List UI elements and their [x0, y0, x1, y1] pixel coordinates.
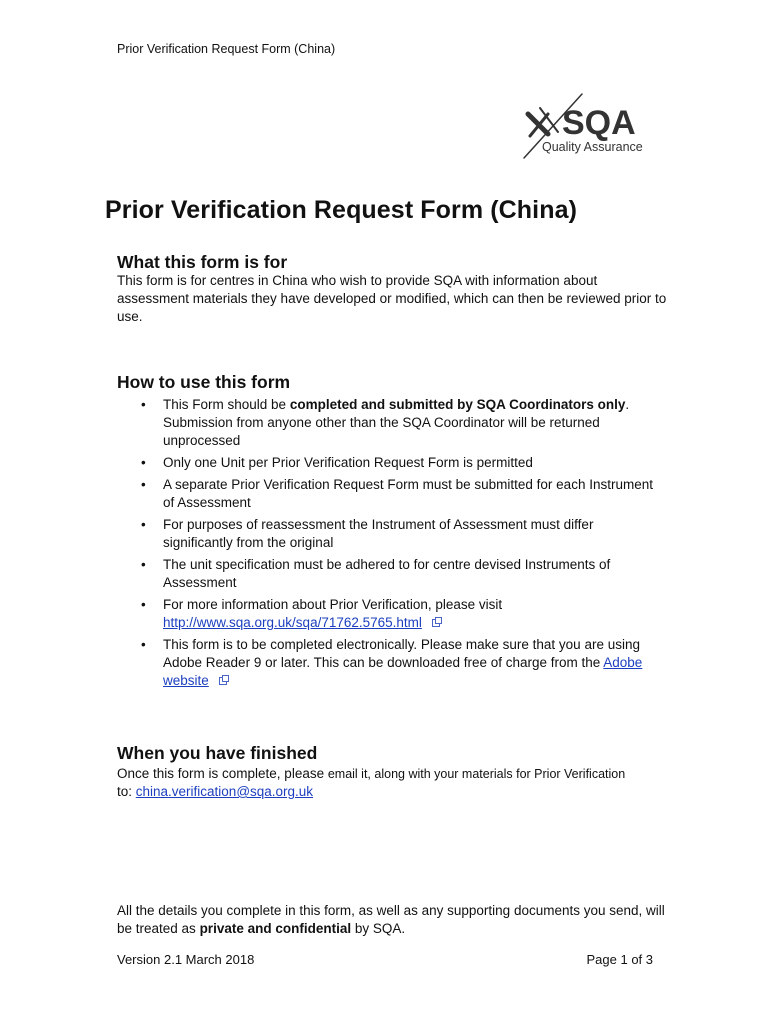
privacy-emphasis: private and confidential [199, 921, 352, 936]
bullet-text: A separate Prior Verification Request Form must be submitted for each Instrument of Assessment [163, 477, 653, 510]
bullet-icon: • [141, 397, 146, 412]
bullet-text: For more information about Prior Verification, please visit [163, 597, 503, 612]
bullet-icon: • [141, 455, 146, 470]
bullet-icon: • [141, 557, 146, 572]
finished-text-part: to: [117, 784, 136, 799]
privacy-text-part: by SQA. [351, 921, 406, 936]
sqa-logo [518, 88, 658, 166]
prior-verification-link[interactable]: http://www.sqa.org.uk/sqa/71762.5765.html [163, 615, 422, 630]
privacy-text-part: All the details you complete in this form, as well as any supporting documents you send, will be treated as [117, 903, 665, 936]
bullet-icon: • [141, 637, 146, 652]
bullet-text: For purposes of reassessment the Instrument of Assessment must differ significantly from the original [163, 517, 594, 550]
external-link-icon [219, 675, 229, 684]
finished-heading: When you have finished [117, 743, 318, 763]
list-item [137, 596, 657, 632]
page-number: Page 1 of 3 [586, 952, 653, 967]
list-item [137, 556, 657, 592]
bullet-text: Only one Unit per Prior Verification Request Form is permitted [163, 455, 533, 470]
list-item [137, 396, 657, 450]
purpose-text: This form is for centres in China who wish to provide SQA with information about assessment materials they have developed or modified, which can then be reviewed prior to use. [117, 273, 667, 324]
list-item [137, 636, 657, 690]
email-link[interactable]: china.verification@sqa.org.uk [135, 784, 314, 799]
finished-text-part: Once this form is complete, please [117, 766, 328, 781]
usage-heading: How to use this form [117, 372, 291, 392]
finished-text [117, 765, 667, 801]
bullet-emphasis: completed and submitted by SQA Coordinators only [289, 397, 626, 412]
running-header: Prior Verification Request Form (China) [117, 42, 336, 56]
bullet-text: The unit specification must be adhered to for centre devised Instruments of Assessment [163, 557, 611, 590]
list-item [137, 516, 657, 552]
list-item [137, 476, 657, 512]
bullet-text: This form is to be completed electronically. Please make sure that you are using Adobe Reader 9 or later. This can be downloaded free of charge from the [163, 637, 640, 670]
logo-tagline: Quality Assurance [542, 140, 643, 154]
logo-brand: SQA [562, 104, 636, 142]
finished-text-part: email it, along with your materials for Prior Verification [327, 767, 626, 781]
bullet-icon: • [141, 477, 146, 492]
privacy-text [117, 902, 667, 938]
bullet-text: . Submission from anyone other than the SQA Coordinator will be returned unprocessed [163, 397, 630, 448]
bullet-icon: • [141, 517, 146, 532]
adobe-website-link[interactable]: Adobe website [163, 655, 643, 688]
external-link-icon [432, 617, 442, 626]
usage-bullet-list [137, 396, 657, 694]
page-title: Prior Verification Request Form (China) [105, 196, 578, 224]
version-label: Version 2.1 March 2018 [117, 952, 255, 967]
purpose-heading: What this form is for [117, 252, 288, 272]
list-item [137, 454, 657, 472]
bullet-icon: • [141, 597, 146, 612]
bullet-text: This Form should be [163, 397, 290, 412]
